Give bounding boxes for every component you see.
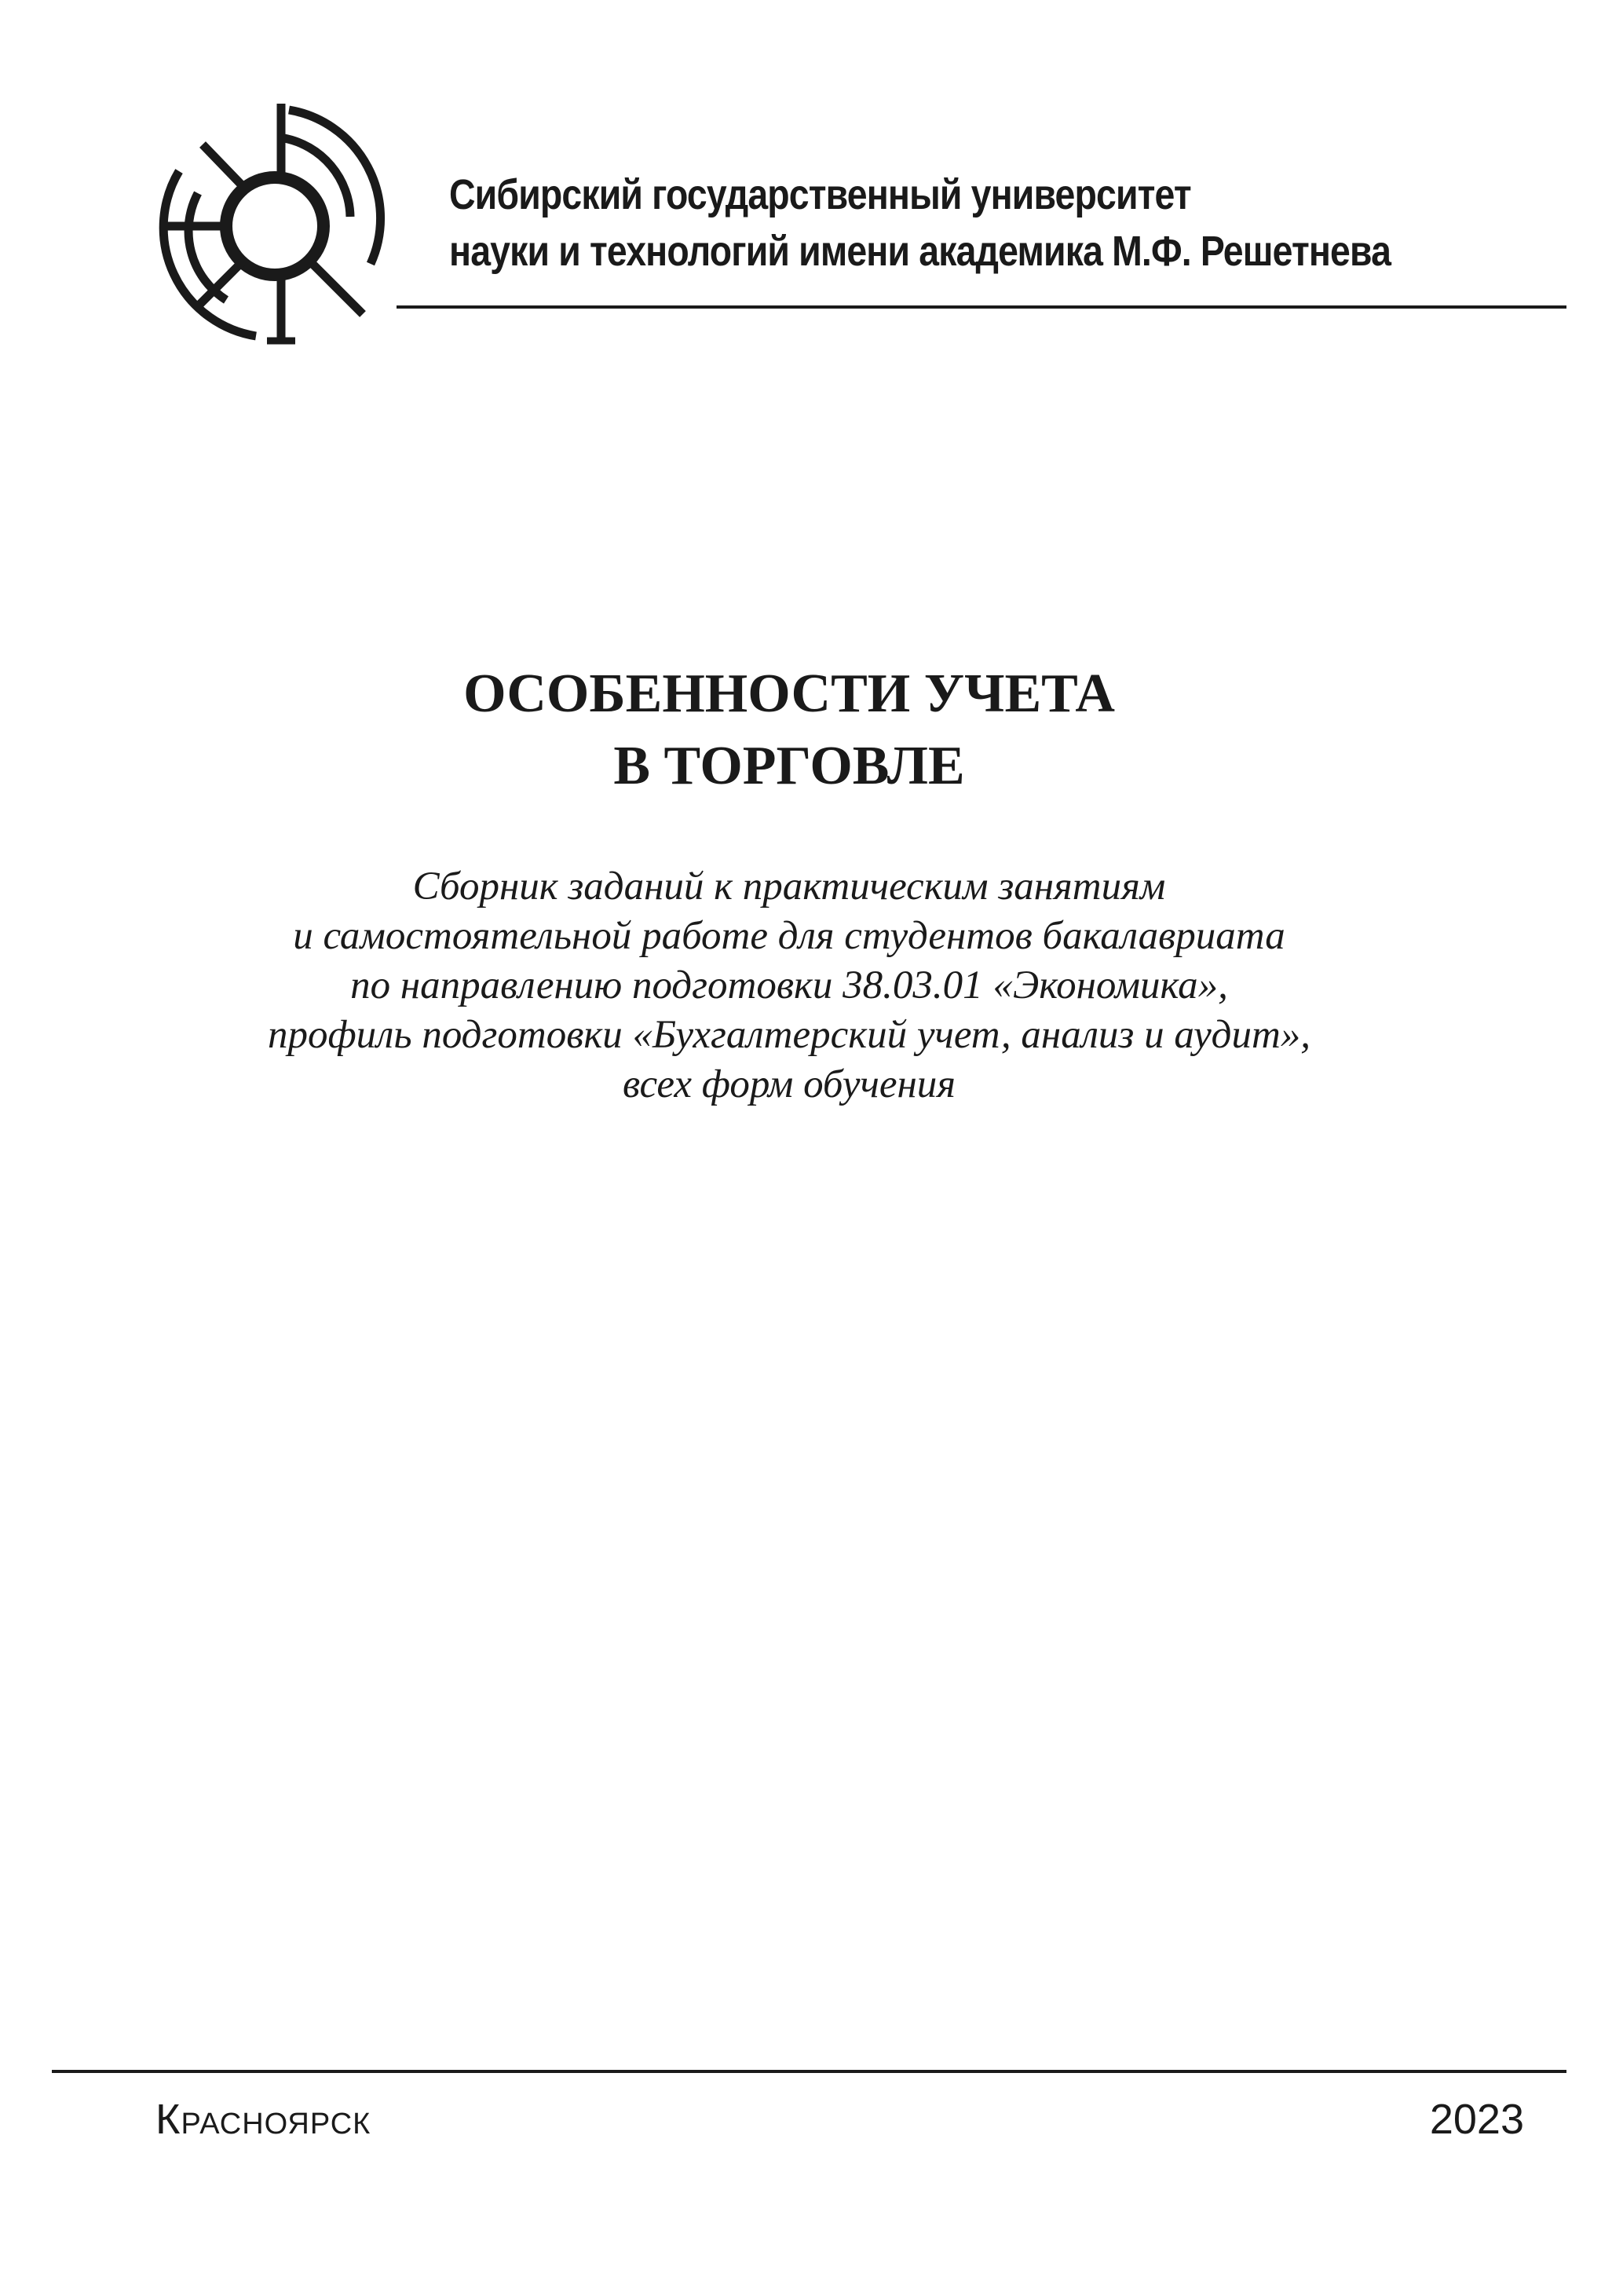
- subtitle-line-2: и самостоятельной работе для студентов бакалавриата: [293, 914, 1285, 958]
- document-subtitle: [0, 862, 1578, 1110]
- document-title-line-1: ОСОБЕННОСТИ УЧЕТА: [463, 664, 1115, 724]
- header-divider: [397, 305, 1566, 309]
- university-name-line-1: Сибирский государственный университет: [449, 171, 1191, 218]
- subtitle-line-1: Сборник заданий к практическим занятиям: [412, 865, 1166, 909]
- document-title: [0, 658, 1578, 803]
- university-name: [449, 166, 1395, 280]
- publication-city: Красноярск: [155, 2096, 371, 2143]
- university-name-line-2: науки и технологий имени академика М.Ф. Решетнева: [449, 228, 1391, 275]
- subtitle-line-3: по направлению подготовки 38.03.01 «Экономика»,: [350, 963, 1228, 1007]
- subtitle-line-4: профиль подготовки «Бухгалтерский учет, анализ и аудит»,: [267, 1013, 1311, 1057]
- document-title-line-2: В ТОРГОВЛЕ: [613, 736, 965, 796]
- university-logo: [157, 101, 393, 348]
- publication-year: 2023: [1429, 2096, 1524, 2143]
- subtitle-line-5: всех форм обучения: [623, 1062, 956, 1106]
- footer-divider: [52, 2070, 1566, 2073]
